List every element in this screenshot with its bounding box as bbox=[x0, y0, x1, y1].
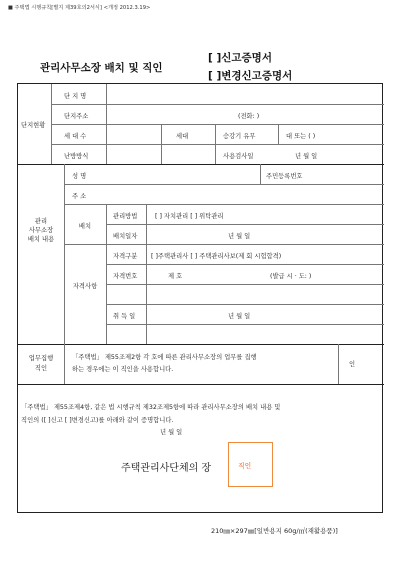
qualification-number-value: 제 호 bbox=[168, 273, 183, 280]
declaration-date: 년 월 일 bbox=[160, 429, 183, 436]
official-seal-label-1: 업무집행 bbox=[28, 355, 54, 362]
qualification-label: 자격사항 bbox=[72, 283, 98, 290]
qualification-number-label: 자격번호 bbox=[113, 273, 138, 280]
acquisition-date-value: 년 월 일 bbox=[228, 313, 251, 320]
manager-section-label-1: 관리 bbox=[34, 218, 48, 225]
official-stamp-text: 직인 bbox=[238, 462, 252, 470]
seal-usage-text-1: 「주택법」 제55조제2항 각 호에 따른 관리사무소장의 업무를 집행 bbox=[72, 354, 257, 361]
households-label: 세 대 수 bbox=[64, 133, 87, 140]
complex-name-label: 단 지 명 bbox=[64, 93, 87, 100]
signer-title: 주택관리사단체의 장 bbox=[121, 463, 212, 474]
form-title: 관리사무소장 배치 및 직인 bbox=[40, 62, 163, 74]
deploy-date-label: 배치일자 bbox=[113, 233, 138, 240]
households-unit: 세대 bbox=[176, 133, 189, 140]
paper-size-note: 210㎜×297㎜[일반용지 60g/㎡(재활용품)] bbox=[211, 527, 338, 535]
manager-section-label-3: 배치 내용 bbox=[27, 236, 55, 243]
form-header-note: ■ 주택법 시행규칙[별지 제39호의2서식] <개정 2012.3.19> bbox=[8, 5, 151, 11]
form-table bbox=[17, 83, 383, 513]
complex-address-label: 단지주소 bbox=[64, 113, 89, 120]
management-method-label: 관리방법 bbox=[113, 213, 138, 220]
manager-section-label-2: 사무소장 bbox=[28, 227, 54, 234]
seal-mark: 인 bbox=[349, 361, 356, 368]
official-seal-label-2: 직인 bbox=[34, 365, 48, 372]
section-complex-label: 단지현황 bbox=[21, 122, 46, 129]
qualification-type-value: [ ]주택관리사 [ ] 주택관리사보(제 회 시험합격) bbox=[151, 253, 282, 260]
declaration-line-1: 「주택법」 제55조제4항, 같은 법 시행규칙 제32조제5항에 따라 관리사무소장의 배치 내용 및 bbox=[21, 404, 281, 411]
approval-date-label: 사용검사일 bbox=[223, 153, 254, 160]
approval-date-value: 년 월 일 bbox=[295, 153, 318, 160]
heating-label: 난방방식 bbox=[64, 153, 89, 160]
elevator-count: 대 또는 ( ) bbox=[286, 133, 316, 140]
manager-rrn-label: 주민등록번호 bbox=[266, 173, 303, 180]
manager-name-label: 성 명 bbox=[72, 173, 87, 180]
qualification-issuer: (발급 시 · 도: ) bbox=[270, 273, 312, 280]
management-method-value: [ ] 자치관리 [ ] 위탁관리 bbox=[155, 213, 224, 220]
acquisition-date-label: 취 득 일 bbox=[113, 313, 136, 320]
deploy-date-value: 년 월 일 bbox=[228, 233, 251, 240]
title-change-certificate: [ ]변경신고증명서 bbox=[208, 70, 293, 82]
declaration-line-2: 직인의 ([ ]신고 [ ]변경신고)를 아래와 같이 증명합니다. bbox=[21, 417, 174, 424]
deploy-label: 배치 bbox=[78, 223, 92, 230]
elevator-label: 승강기 유무 bbox=[223, 133, 256, 140]
seal-usage-text-2: 하는 경우에는 이 직인을 사용합니다. bbox=[72, 366, 174, 373]
complex-phone: (전화: ) bbox=[238, 113, 260, 120]
qualification-type-label: 자격구분 bbox=[113, 253, 138, 260]
title-report-certificate: [ ]신고증명서 bbox=[208, 52, 272, 64]
manager-address-label: 주 소 bbox=[72, 193, 87, 200]
